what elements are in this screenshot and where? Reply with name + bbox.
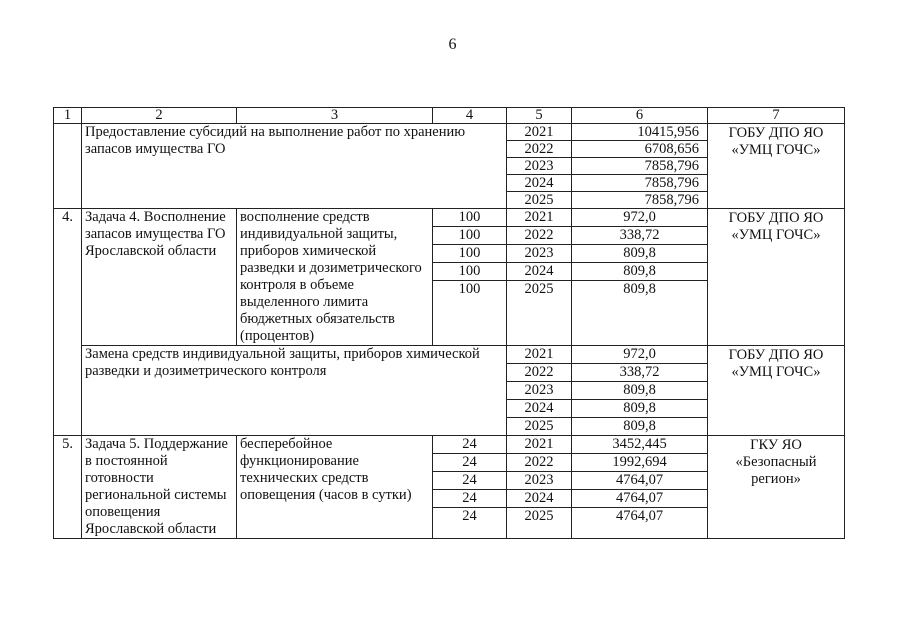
year-stack bbox=[507, 346, 572, 436]
year-cell: 2022 bbox=[507, 141, 572, 158]
value: 3452,445 bbox=[572, 436, 707, 454]
header-cell: 6 bbox=[572, 108, 708, 124]
empty-cell bbox=[54, 124, 82, 209]
indicator-cell: восполнение средств индивидуальной защиты, приборов химической разведки и дозиметрического контроля в объеме выделенного лимита бюджетных обязательств (процентов) bbox=[237, 209, 433, 346]
target-value: 100 bbox=[433, 209, 506, 227]
value: 4764,07 bbox=[572, 472, 707, 490]
value: 4764,07 bbox=[615, 508, 664, 524]
value-cell: 7858,796 bbox=[572, 158, 708, 175]
year-cell: 2025 bbox=[507, 192, 572, 209]
year-stack bbox=[507, 209, 572, 346]
value: 4764,07 bbox=[572, 490, 707, 508]
year-stack bbox=[507, 436, 572, 539]
value: 972,0 bbox=[572, 346, 707, 364]
year-cell: 2023 bbox=[507, 158, 572, 175]
year-value: 2024 bbox=[507, 400, 571, 418]
target-stack bbox=[433, 436, 507, 539]
table-row bbox=[54, 436, 845, 539]
organization-cell: ГОБУ ДПО ЯО «УМЦ ГОЧС» bbox=[708, 209, 845, 346]
year-cell: 2021 bbox=[507, 124, 572, 141]
year-value: 2021 bbox=[507, 346, 571, 364]
page-number: 6 bbox=[448, 36, 457, 53]
target-value: 24 bbox=[433, 454, 506, 472]
target-value: 24 bbox=[433, 490, 506, 508]
header-cell: 2 bbox=[82, 108, 237, 124]
value-stack bbox=[572, 346, 708, 436]
organization-cell: ГОБУ ДПО ЯО «УМЦ ГОЧС» bbox=[708, 346, 845, 436]
organization-cell: ГОБУ ДПО ЯО «УМЦ ГОЧС» bbox=[708, 124, 845, 209]
year-value: 2023 bbox=[507, 245, 571, 263]
task-cell: Задача 4. Восполнение запасов имущества ГО Ярославской области bbox=[82, 209, 237, 346]
program-table bbox=[53, 107, 845, 539]
target-value: 100 bbox=[433, 245, 506, 263]
value: 809,8 bbox=[572, 382, 707, 400]
value: 972,0 bbox=[572, 209, 707, 227]
value-cell: 7858,796 bbox=[572, 175, 708, 192]
year-value: 2022 bbox=[507, 364, 571, 382]
target-value: 100 bbox=[433, 263, 506, 281]
measure-title: Предоставление субсидий на выполнение работ по хранению запасов имущества ГО bbox=[82, 124, 507, 209]
value: 809,8 bbox=[623, 281, 656, 297]
target-stack bbox=[433, 209, 507, 346]
value: 809,8 bbox=[572, 400, 707, 418]
target-value: 24 bbox=[462, 508, 477, 524]
task-cell: Задача 5. Поддержание в постоянной готовности региональной системы оповещения Ярославской области bbox=[82, 436, 237, 539]
year-value: 2025 bbox=[524, 281, 554, 297]
header-cell: 5 bbox=[507, 108, 572, 124]
target-value: 24 bbox=[433, 472, 506, 490]
value-cell: 7858,796 bbox=[572, 192, 708, 209]
year-value: 2025 bbox=[524, 418, 554, 434]
year-value: 2021 bbox=[507, 209, 571, 227]
target-value: 100 bbox=[433, 227, 506, 245]
value: 809,8 bbox=[572, 263, 707, 281]
value-stack bbox=[572, 209, 708, 346]
year-value: 2023 bbox=[507, 382, 571, 400]
year-cell: 2024 bbox=[507, 175, 572, 192]
year-value: 2022 bbox=[507, 227, 571, 245]
table-row bbox=[54, 209, 845, 346]
indicator-cell: бесперебойное функционирование технических средств оповещения (часов в сутки) bbox=[237, 436, 433, 539]
value-stack bbox=[572, 436, 708, 539]
year-value: 2023 bbox=[507, 472, 571, 490]
target-value: 24 bbox=[433, 436, 506, 454]
organization-cell: ГКУ ЯО «Безопасный регион» bbox=[708, 436, 845, 539]
value: 809,8 bbox=[572, 245, 707, 263]
year-value: 2024 bbox=[507, 263, 571, 281]
table-row bbox=[54, 124, 845, 141]
header-cell: 1 bbox=[54, 108, 82, 124]
header-cell: 4 bbox=[433, 108, 507, 124]
row-number: 5. bbox=[54, 436, 82, 539]
value: 338,72 bbox=[572, 364, 707, 382]
year-value: 2024 bbox=[507, 490, 571, 508]
value-cell: 6708,656 bbox=[572, 141, 708, 158]
target-value: 100 bbox=[458, 281, 481, 297]
value-cell: 10415,956 bbox=[572, 124, 708, 141]
header-cell: 3 bbox=[237, 108, 433, 124]
row-number: 4. bbox=[54, 209, 82, 436]
header-cell: 7 bbox=[708, 108, 845, 124]
table-row bbox=[54, 346, 845, 436]
value: 1992,694 bbox=[572, 454, 707, 472]
year-value: 2025 bbox=[524, 508, 554, 524]
measure-title: Замена средств индивидуальной защиты, приборов химической разведки и дозиметрического контроля bbox=[82, 346, 507, 436]
value: 338,72 bbox=[572, 227, 707, 245]
year-value: 2022 bbox=[507, 454, 571, 472]
header-row bbox=[54, 108, 845, 124]
year-value: 2021 bbox=[507, 436, 571, 454]
value: 809,8 bbox=[623, 418, 656, 434]
